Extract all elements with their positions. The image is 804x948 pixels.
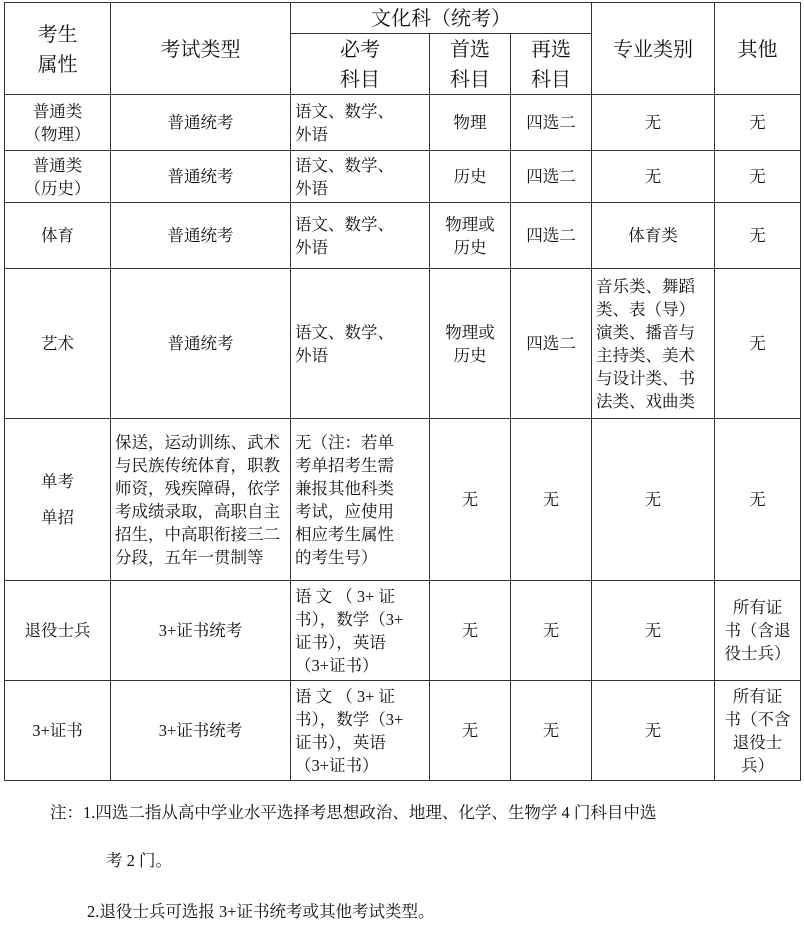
cell-attr: 退役士兵 xyxy=(5,581,111,681)
cell-first-choice: 无 xyxy=(430,581,511,681)
cell-attr: 单考 单招 xyxy=(5,419,111,581)
cell-major: 无 xyxy=(592,419,715,581)
header-other: 其他 xyxy=(715,3,801,95)
cell-attr: 艺术 xyxy=(5,269,111,419)
cell-other: 所有证 书（不含 退役士 兵） xyxy=(715,681,801,781)
cell-first-choice: 物理 xyxy=(430,95,511,151)
table-row xyxy=(5,203,801,269)
table-row xyxy=(5,151,801,203)
cell-exam-type: 普通统考 xyxy=(111,269,291,419)
table-row xyxy=(5,95,801,151)
header-required-subjects: 必考 科目 xyxy=(291,34,430,95)
cell-first-choice: 物理或 历史 xyxy=(430,269,511,419)
cell-required: 语 文 （ 3+ 证 书），数学（3+ 证书），英语 （3+证书） xyxy=(291,681,430,781)
cell-attr: 体育 xyxy=(5,203,111,269)
table-notes xyxy=(50,777,656,948)
cell-required: 语文、数学、 外语 xyxy=(291,269,430,419)
cell-major: 无 xyxy=(592,681,715,781)
cell-exam-type: 3+证书统考 xyxy=(111,581,291,681)
cell-other: 无 xyxy=(715,203,801,269)
cell-exam-type: 普通统考 xyxy=(111,151,291,203)
cell-attr: 普通类 （物理） xyxy=(5,95,111,151)
cell-exam-type: 保送，运动训练、武术 与民族传统体育，职教 师资，残疾障碍，依学 考成绩录取，高职自主 招生，中高职衔接三二 分段，五年一贯制等 xyxy=(111,419,291,581)
cell-exam-type: 普通统考 xyxy=(111,95,291,151)
cell-second-choice: 四选二 xyxy=(511,203,592,269)
cell-attr: 普通类 （历史） xyxy=(5,151,111,203)
cell-major: 体育类 xyxy=(592,203,715,269)
cell-required: 语文、数学、 外语 xyxy=(291,95,430,151)
table-row xyxy=(5,419,801,581)
cell-other: 无 xyxy=(715,151,801,203)
note-1-continued: 考 2 门。 xyxy=(106,851,172,870)
table-row xyxy=(5,269,801,419)
table-row xyxy=(5,681,801,781)
cell-second-choice: 无 xyxy=(511,681,592,781)
cell-second-choice: 无 xyxy=(511,581,592,681)
cell-required: 语 文 （ 3+ 证 书），数学（3+ 证书），英语 （3+证书） xyxy=(291,581,430,681)
cell-required: 语文、数学、 外语 xyxy=(291,151,430,203)
header-first-choice-subjects: 首选 科目 xyxy=(430,34,511,95)
exam-category-table xyxy=(4,2,801,781)
cell-other: 所有证 书（含退 役士兵） xyxy=(715,581,801,681)
header-student-attribute: 考生 属性 xyxy=(5,3,111,95)
header-exam-type: 考试类型 xyxy=(111,3,291,95)
cell-second-choice: 四选二 xyxy=(511,269,592,419)
cell-exam-type: 普通统考 xyxy=(111,203,291,269)
cell-first-choice: 物理或 历史 xyxy=(430,203,511,269)
cell-other: 无 xyxy=(715,269,801,419)
note-2: 2.退役士兵可选报 3+证书统考或其他考试类型。 xyxy=(87,902,435,921)
table-row xyxy=(5,581,801,681)
cell-second-choice: 四选二 xyxy=(511,95,592,151)
cell-other: 无 xyxy=(715,419,801,581)
header-second-choice-subjects: 再选 科目 xyxy=(511,34,592,95)
cell-major: 无 xyxy=(592,95,715,151)
note-1: 注：1.四选二指从高中学业水平选择考思想政治、地理、化学、生物学 4 门科目中选 xyxy=(50,803,657,822)
cell-other: 无 xyxy=(715,95,801,151)
cell-second-choice: 四选二 xyxy=(511,151,592,203)
cell-second-choice: 无 xyxy=(511,419,592,581)
cell-first-choice: 无 xyxy=(430,419,511,581)
cell-required: 无（注：若单 考单招考生需 兼报其他科类 考试，应使用 相应考生属性 的考生号） xyxy=(291,419,430,581)
header-major-category: 专业类别 xyxy=(592,3,715,95)
cell-major: 无 xyxy=(592,581,715,681)
cell-first-choice: 无 xyxy=(430,681,511,781)
cell-first-choice: 历史 xyxy=(430,151,511,203)
cell-major: 无 xyxy=(592,151,715,203)
cell-required: 语文、数学、 外语 xyxy=(291,203,430,269)
cell-attr: 3+证书 xyxy=(5,681,111,781)
header-culture-subjects: 文化科（统考） xyxy=(291,3,592,34)
cell-exam-type: 3+证书统考 xyxy=(111,681,291,781)
cell-major: 音乐类、舞蹈 类、表（导） 演类、播音与 主持类、美术 与设计类、书 法类、戏曲类 xyxy=(592,269,715,419)
